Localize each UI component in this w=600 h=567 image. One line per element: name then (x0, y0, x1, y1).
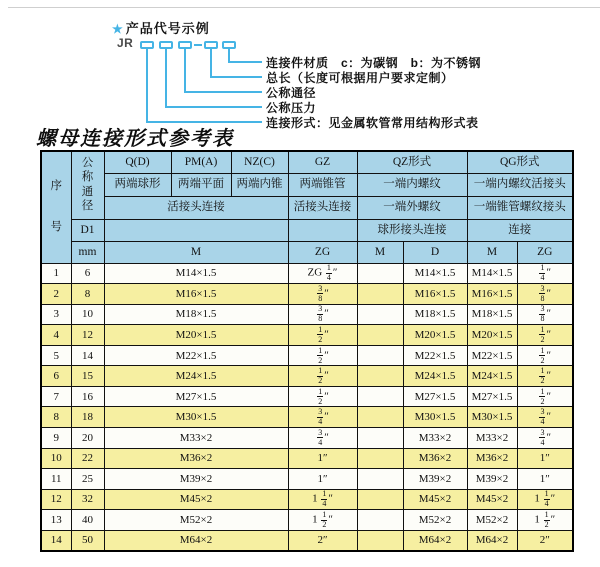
cell-qg-zg: 1″ (517, 469, 573, 490)
header-qz-d: D (403, 241, 467, 263)
cell-qz-m (357, 428, 403, 449)
header-zg: ZG (288, 241, 357, 263)
cell-qz-m (357, 304, 403, 325)
cell-qg-zg: $\frac{3}{8}$ ″ (517, 284, 573, 305)
cell-gz: $\frac{1}{2}$ ″ (288, 386, 357, 407)
header-qd: Q(D) (104, 151, 171, 173)
cell-dn: 32 (71, 489, 104, 510)
header-union-conn: 活接头连接 (104, 196, 288, 219)
cell-m: M33×2 (104, 428, 288, 449)
cell-dn: 25 (71, 469, 104, 490)
table-body (41, 263, 573, 551)
connector-line (228, 49, 262, 63)
cell-dn: 50 (71, 530, 104, 551)
cell-qg-m: M16×1.5 (467, 284, 517, 305)
cell-qz-d: M36×2 (403, 448, 467, 469)
cell-qz-m (357, 448, 403, 469)
cell-dn: 22 (71, 448, 104, 469)
cell-gz: $\frac{3}{8}$ ″ (288, 284, 357, 305)
cell-qz-m (357, 469, 403, 490)
cell-qz-m (357, 366, 403, 387)
cell-qz-d: M52×2 (403, 510, 467, 531)
cell-qg-zg: $\frac{1}{2}$ ″ (517, 386, 573, 407)
cell-qg-m: M33×2 (467, 428, 517, 449)
cell-seq: 6 (41, 366, 71, 387)
cell-qg-zg: 1 $\frac{1}{2}$ ″ (517, 510, 573, 531)
cell-seq: 3 (41, 304, 71, 325)
cell-qz-d: M18×1.5 (403, 304, 467, 325)
cell-m: M39×2 (104, 469, 288, 490)
cell-gz: $\frac{1}{2}$ ″ (288, 325, 357, 346)
cell-qg-m: M30×1.5 (467, 407, 517, 428)
cell-m: M45×2 (104, 489, 288, 510)
code-box (222, 41, 236, 49)
cell-qz-d: M20×1.5 (403, 325, 467, 346)
cell-qz-d: M16×1.5 (403, 284, 467, 305)
cell-qg-zg: $\frac{3}{8}$ ″ (517, 304, 573, 325)
cell-seq: 5 (41, 345, 71, 366)
header-qz-ball: 球形接头连接 (357, 219, 467, 241)
cell-m: M14×1.5 (104, 263, 288, 284)
cell-m: M20×1.5 (104, 325, 288, 346)
header-qg-taper: 一端锥管螺纹接头 (467, 196, 573, 219)
header-d1: D1 (71, 219, 104, 241)
table-row (41, 469, 573, 490)
cell-qz-d: M14×1.5 (403, 263, 467, 284)
cell-qz-d: M64×2 (403, 530, 467, 551)
cell-seq: 7 (41, 386, 71, 407)
cell-dn: 8 (71, 284, 104, 305)
header-gz-conn: 活接头连接 (288, 196, 357, 219)
product-code-heading (112, 18, 210, 37)
cell-qg-zg: 2″ (517, 530, 573, 551)
header-qg-desc: 一端内螺纹活接头 (467, 173, 573, 196)
table-row (41, 510, 573, 531)
header-pma: PM(A) (171, 151, 231, 173)
header-gz: GZ (288, 151, 357, 173)
cell-qg-zg: $\frac{3}{4}$ ″ (517, 428, 573, 449)
cell-gz: $\frac{3}{8}$ ″ (288, 304, 357, 325)
cell-m: M16×1.5 (104, 284, 288, 305)
page-top-divider (8, 7, 600, 8)
cell-gz: $\frac{3}{4}$ ″ (288, 428, 357, 449)
table-row (41, 386, 573, 407)
header-gz-desc: 两端锥管 (288, 173, 357, 196)
product-code-prefix: JR (117, 36, 134, 50)
cell-dn: 6 (71, 263, 104, 284)
cell-qz-m (357, 530, 403, 551)
table-row (41, 428, 573, 449)
cell-qz-m (357, 345, 403, 366)
header-pma-desc: 两端平面 (171, 173, 231, 196)
cell-dn: 16 (71, 386, 104, 407)
header-qz: QZ形式 (357, 151, 467, 173)
cell-m: M52×2 (104, 510, 288, 531)
table-title: 螺母连接形式参考表 (36, 128, 234, 150)
header-nzc: NZ(C) (231, 151, 288, 173)
cell-seq: 12 (41, 489, 71, 510)
cell-qg-m: M64×2 (467, 530, 517, 551)
cell-qg-m: M52×2 (467, 510, 517, 531)
cell-seq: 11 (41, 469, 71, 490)
table-row (41, 489, 573, 510)
cell-qg-zg: $\frac{1}{4}$ ″ (517, 263, 573, 284)
cell-qz-m (357, 386, 403, 407)
cell-seq: 1 (41, 263, 71, 284)
header-qd-desc: 两端球形 (104, 173, 171, 196)
cell-qg-zg: $\frac{1}{2}$ ″ (517, 366, 573, 387)
nut-connection-table (40, 150, 574, 552)
code-label-diameter: 公称通径 (266, 86, 317, 100)
cell-dn: 20 (71, 428, 104, 449)
code-box (204, 41, 218, 49)
header-nzc-desc: 两端内锥 (231, 173, 288, 196)
cell-m: M27×1.5 (104, 386, 288, 407)
cell-qz-m (357, 489, 403, 510)
cell-qg-m: M20×1.5 (467, 325, 517, 346)
header-qg-conn: 连接 (467, 219, 573, 241)
cell-qg-m: M45×2 (467, 489, 517, 510)
cell-qg-zg: $\frac{1}{2}$ ″ (517, 345, 573, 366)
code-label-length: 总长（长度可根据用户要求定制） (266, 71, 454, 85)
cell-dn: 14 (71, 345, 104, 366)
cell-qz-d: M39×2 (403, 469, 467, 490)
cell-qz-m (357, 284, 403, 305)
cell-qz-d: M45×2 (403, 489, 467, 510)
cell-qg-zg: 1 $\frac{1}{4}$ ″ (517, 489, 573, 510)
cell-gz: $\frac{3}{4}$ ″ (288, 407, 357, 428)
cell-qg-m: M39×2 (467, 469, 517, 490)
cell-qg-m: M14×1.5 (467, 263, 517, 284)
cell-dn: 12 (71, 325, 104, 346)
code-box (140, 41, 154, 49)
table-header (41, 151, 573, 263)
cell-qg-m: M27×1.5 (467, 386, 517, 407)
header-empty (104, 219, 288, 241)
cell-gz: 1 $\frac{1}{2}$ ″ (288, 510, 357, 531)
code-label-material: 连接件材质 c：为碳钢 b：为不锈钢 (266, 56, 482, 70)
cell-gz: 1 $\frac{1}{4}$ ″ (288, 489, 357, 510)
cell-qz-m (357, 407, 403, 428)
cell-dn: 40 (71, 510, 104, 531)
cell-m: M30×1.5 (104, 407, 288, 428)
cell-qg-zg: $\frac{1}{2}$ ″ (517, 325, 573, 346)
table-row (41, 345, 573, 366)
table-row (41, 304, 573, 325)
cell-qg-m: M24×1.5 (467, 366, 517, 387)
table-row (41, 530, 573, 551)
cell-qz-m (357, 263, 403, 284)
header-m: M (104, 241, 288, 263)
cell-qg-m: M18×1.5 (467, 304, 517, 325)
cell-seq: 8 (41, 407, 71, 428)
cell-dn: 10 (71, 304, 104, 325)
cell-seq: 13 (41, 510, 71, 531)
table-row (41, 448, 573, 469)
cell-qz-d: M27×1.5 (403, 386, 467, 407)
cell-qz-d: M30×1.5 (403, 407, 467, 428)
code-label-connection: 连接形式：见金属软管常用结构形式表 (266, 116, 479, 130)
cell-seq: 9 (41, 428, 71, 449)
cell-seq: 10 (41, 448, 71, 469)
cell-qg-zg: $\frac{3}{4}$ ″ (517, 407, 573, 428)
product-code-title: 产品代号示例 (125, 21, 210, 36)
cell-gz: 1″ (288, 448, 357, 469)
table-row (41, 284, 573, 305)
cell-dn: 15 (71, 366, 104, 387)
header-qg-zg: ZG (517, 241, 573, 263)
header-qz-ext: 一端外螺纹 (357, 196, 467, 219)
code-box (178, 41, 192, 49)
cell-qg-m: M36×2 (467, 448, 517, 469)
header-mm: mm (71, 241, 104, 263)
header-qz-m: M (357, 241, 403, 263)
code-dash (194, 44, 202, 46)
table-row (41, 407, 573, 428)
cell-m: M18×1.5 (104, 304, 288, 325)
cell-m: M36×2 (104, 448, 288, 469)
code-label-pressure: 公称压力 (266, 101, 317, 115)
cell-seq: 4 (41, 325, 71, 346)
star-icon: ★ (112, 22, 124, 36)
cell-qg-m: M22×1.5 (467, 345, 517, 366)
table-row (41, 263, 573, 284)
cell-qg-zg: 1″ (517, 448, 573, 469)
table-row (41, 325, 573, 346)
cell-dn: 18 (71, 407, 104, 428)
header-qg-m: M (467, 241, 517, 263)
cell-gz: 2″ (288, 530, 357, 551)
table-row (41, 366, 573, 387)
cell-qz-d: M24×1.5 (403, 366, 467, 387)
cell-gz: ZG $\frac{1}{4}$ ″ (288, 263, 357, 284)
header-qg: QG形式 (467, 151, 573, 173)
cell-m: M64×2 (104, 530, 288, 551)
header-qz-desc: 一端内螺纹 (357, 173, 467, 196)
header-seq: 序 号 (41, 151, 71, 263)
cell-m: M22×1.5 (104, 345, 288, 366)
cell-qz-m (357, 325, 403, 346)
cell-qz-m (357, 510, 403, 531)
cell-gz: 1″ (288, 469, 357, 490)
cell-m: M24×1.5 (104, 366, 288, 387)
cell-qz-d: M33×2 (403, 428, 467, 449)
header-empty (288, 219, 357, 241)
cell-gz: $\frac{1}{2}$ ″ (288, 345, 357, 366)
cell-gz: $\frac{1}{2}$ ″ (288, 366, 357, 387)
cell-seq: 2 (41, 284, 71, 305)
header-dn: 公 称 通 径 (71, 151, 104, 219)
cell-qz-d: M22×1.5 (403, 345, 467, 366)
code-box (159, 41, 173, 49)
cell-seq: 14 (41, 530, 71, 551)
